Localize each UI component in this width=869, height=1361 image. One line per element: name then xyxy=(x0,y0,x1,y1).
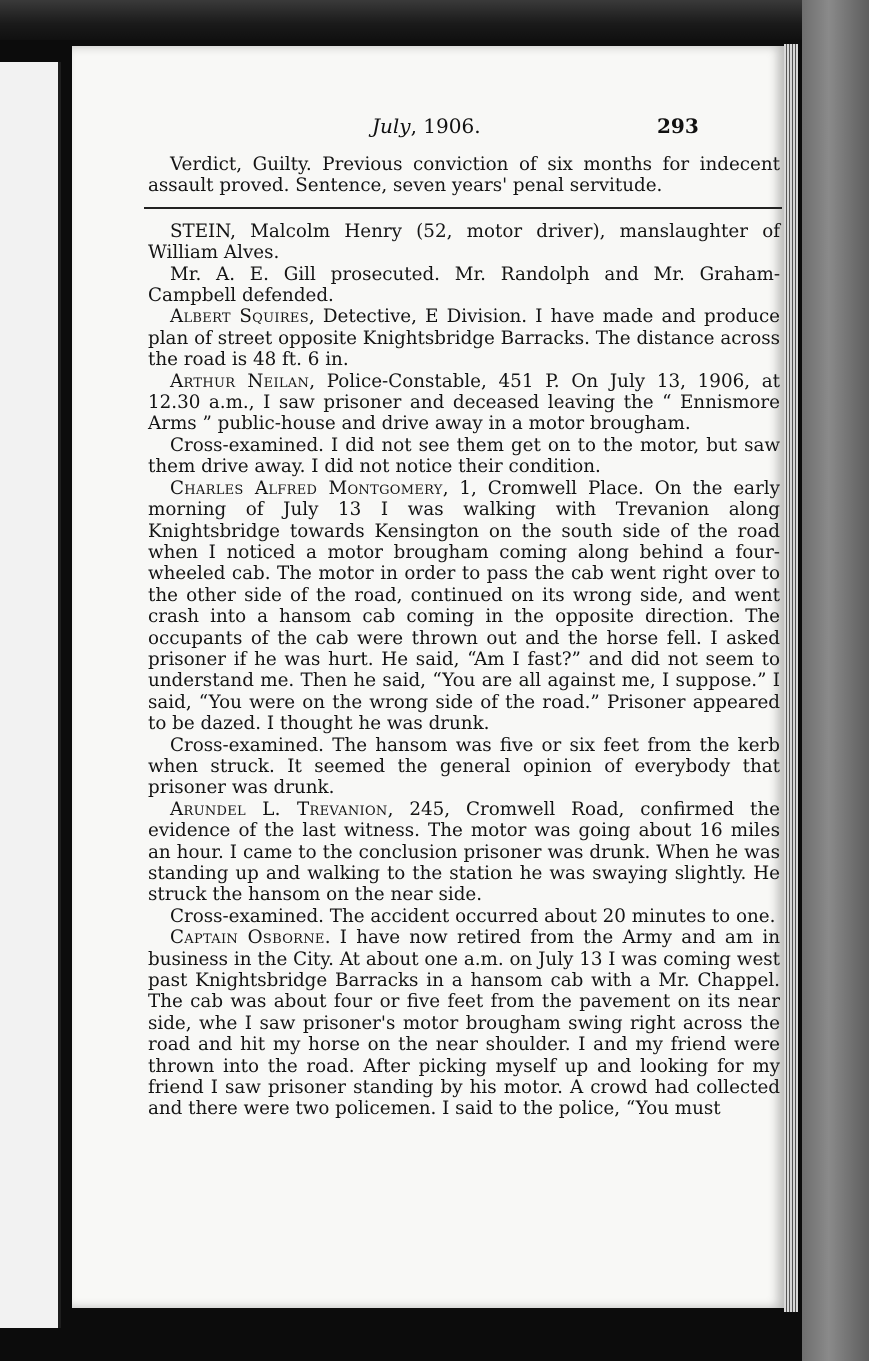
testimony-text: , Police-Constable, 451 P. On July 13, 1906, at 12.30 a.m., I saw prisoner and deceased leaving the “ Ennismore Arms ” public-house and drive away in a motor brougham. xyxy=(148,370,781,435)
defendant-name: STEIN xyxy=(170,220,231,242)
page-number: 293 xyxy=(657,114,699,138)
cross-examination-paragraph xyxy=(148,735,780,799)
cross-examination-paragraph xyxy=(148,435,780,478)
witness-name: Charles Alfred Montgomery xyxy=(170,477,443,499)
testimony-paragraph xyxy=(148,478,780,735)
testimony-text: Cross-examined. I did not see them get on to the motor, but saw them drive away. I did not notice their condition. xyxy=(148,434,780,478)
page-body xyxy=(148,154,780,1120)
testimony-text: Cross-examined. The accident occurred about 20 minutes to one. xyxy=(170,905,776,927)
testimony-text: . I have now retired from the Army and am in business in the City. At about one a.m. on July 13 I was coming west past Knightsbridge Barracks in a hansom cab with a Mr. Chappel. The cab was about four or five feet from the pavement on its near side, whe I saw prisoner's motor brougham swing right across the road and hit my horse on the near shoulder. I and my friend were thrown into the road. After picking myself up and looking for my friend I saw prisoner standing by his motor. A crowd had collected and there were two policemen. I said to the police, “You must xyxy=(148,927,780,1120)
case-intro xyxy=(148,221,780,264)
witness-name: Albert Squires xyxy=(170,306,309,328)
witness-name: Captain Osborne xyxy=(170,927,325,949)
scan-background-right xyxy=(802,0,869,1361)
case-divider xyxy=(144,207,782,209)
witness-name: Arthur Neilan xyxy=(170,370,310,392)
facing-page-edge xyxy=(0,62,61,1328)
testimony-text: , 1, Cromwell Place. On the early morning of July 13 I was walking with Trevanion along Knightsbridge towards Kensington on the south side of the road when I noticed a motor brougham coming along behind a four-wheeled cab. The motor in order to pass the cab went right over to the other side of the road, continued on its wrong side, and went crash into a hansom cab coming in the opposite direction. The occupants of the cab were thrown out and the horse fell. I asked prisoner if he was hurt. He said, “Am I fast?” and did not seem to understand me. Then he said, “You are all against me, I suppose.” I said, “You were on the wrong side of the road.” Prisoner appeared to be dazed. I thought he was drunk. xyxy=(148,477,780,735)
testimony-text: Cross-examined. The hansom was five or six feet from the kerb when struck. It seemed the general opinion of everybody that prisoner was drunk. xyxy=(148,734,780,799)
testimony-text: , Detective, E Division. I have made and produce plan of street opposite Knightsbridge Barracks. The distance across the road is 48 ft. 6 in. xyxy=(148,306,780,371)
page-stack-edge xyxy=(784,44,798,1312)
testimony-text: , 245, Cromwell Road, confirmed the evidence of the last witness. The motor was going about 16 miles an hour. I came to the conclusion prisoner was drunk. When he was standing up and walking to the station he was swaying slightly. He struck the hansom on the near side. xyxy=(148,798,780,906)
scan-background-top xyxy=(0,0,869,40)
header-month: July xyxy=(372,114,411,138)
counsel-paragraph: Mr. A. E. Gill prosecuted. Mr. Randolph and Mr. Graham-Campbell defended. xyxy=(148,263,780,307)
testimony-paragraph xyxy=(148,371,780,435)
witness-name: Arundel L. Trevanion xyxy=(170,798,388,820)
verdict-paragraph: Verdict, Guilty. Previous conviction of six months for indecent assault proved. Sentence, seven years' penal servitude. xyxy=(148,154,780,197)
header-date xyxy=(372,114,481,138)
cross-examination-paragraph xyxy=(148,906,780,927)
header-year: , 1906. xyxy=(410,114,481,138)
testimony-paragraph xyxy=(148,799,780,906)
running-header xyxy=(72,114,784,144)
book-page xyxy=(72,46,784,1308)
testimony-paragraph xyxy=(148,927,780,1120)
case-charge: , Malcolm Henry (52, motor driver), manslaughter of William Alves. xyxy=(148,220,780,264)
testimony-paragraph xyxy=(148,306,780,370)
